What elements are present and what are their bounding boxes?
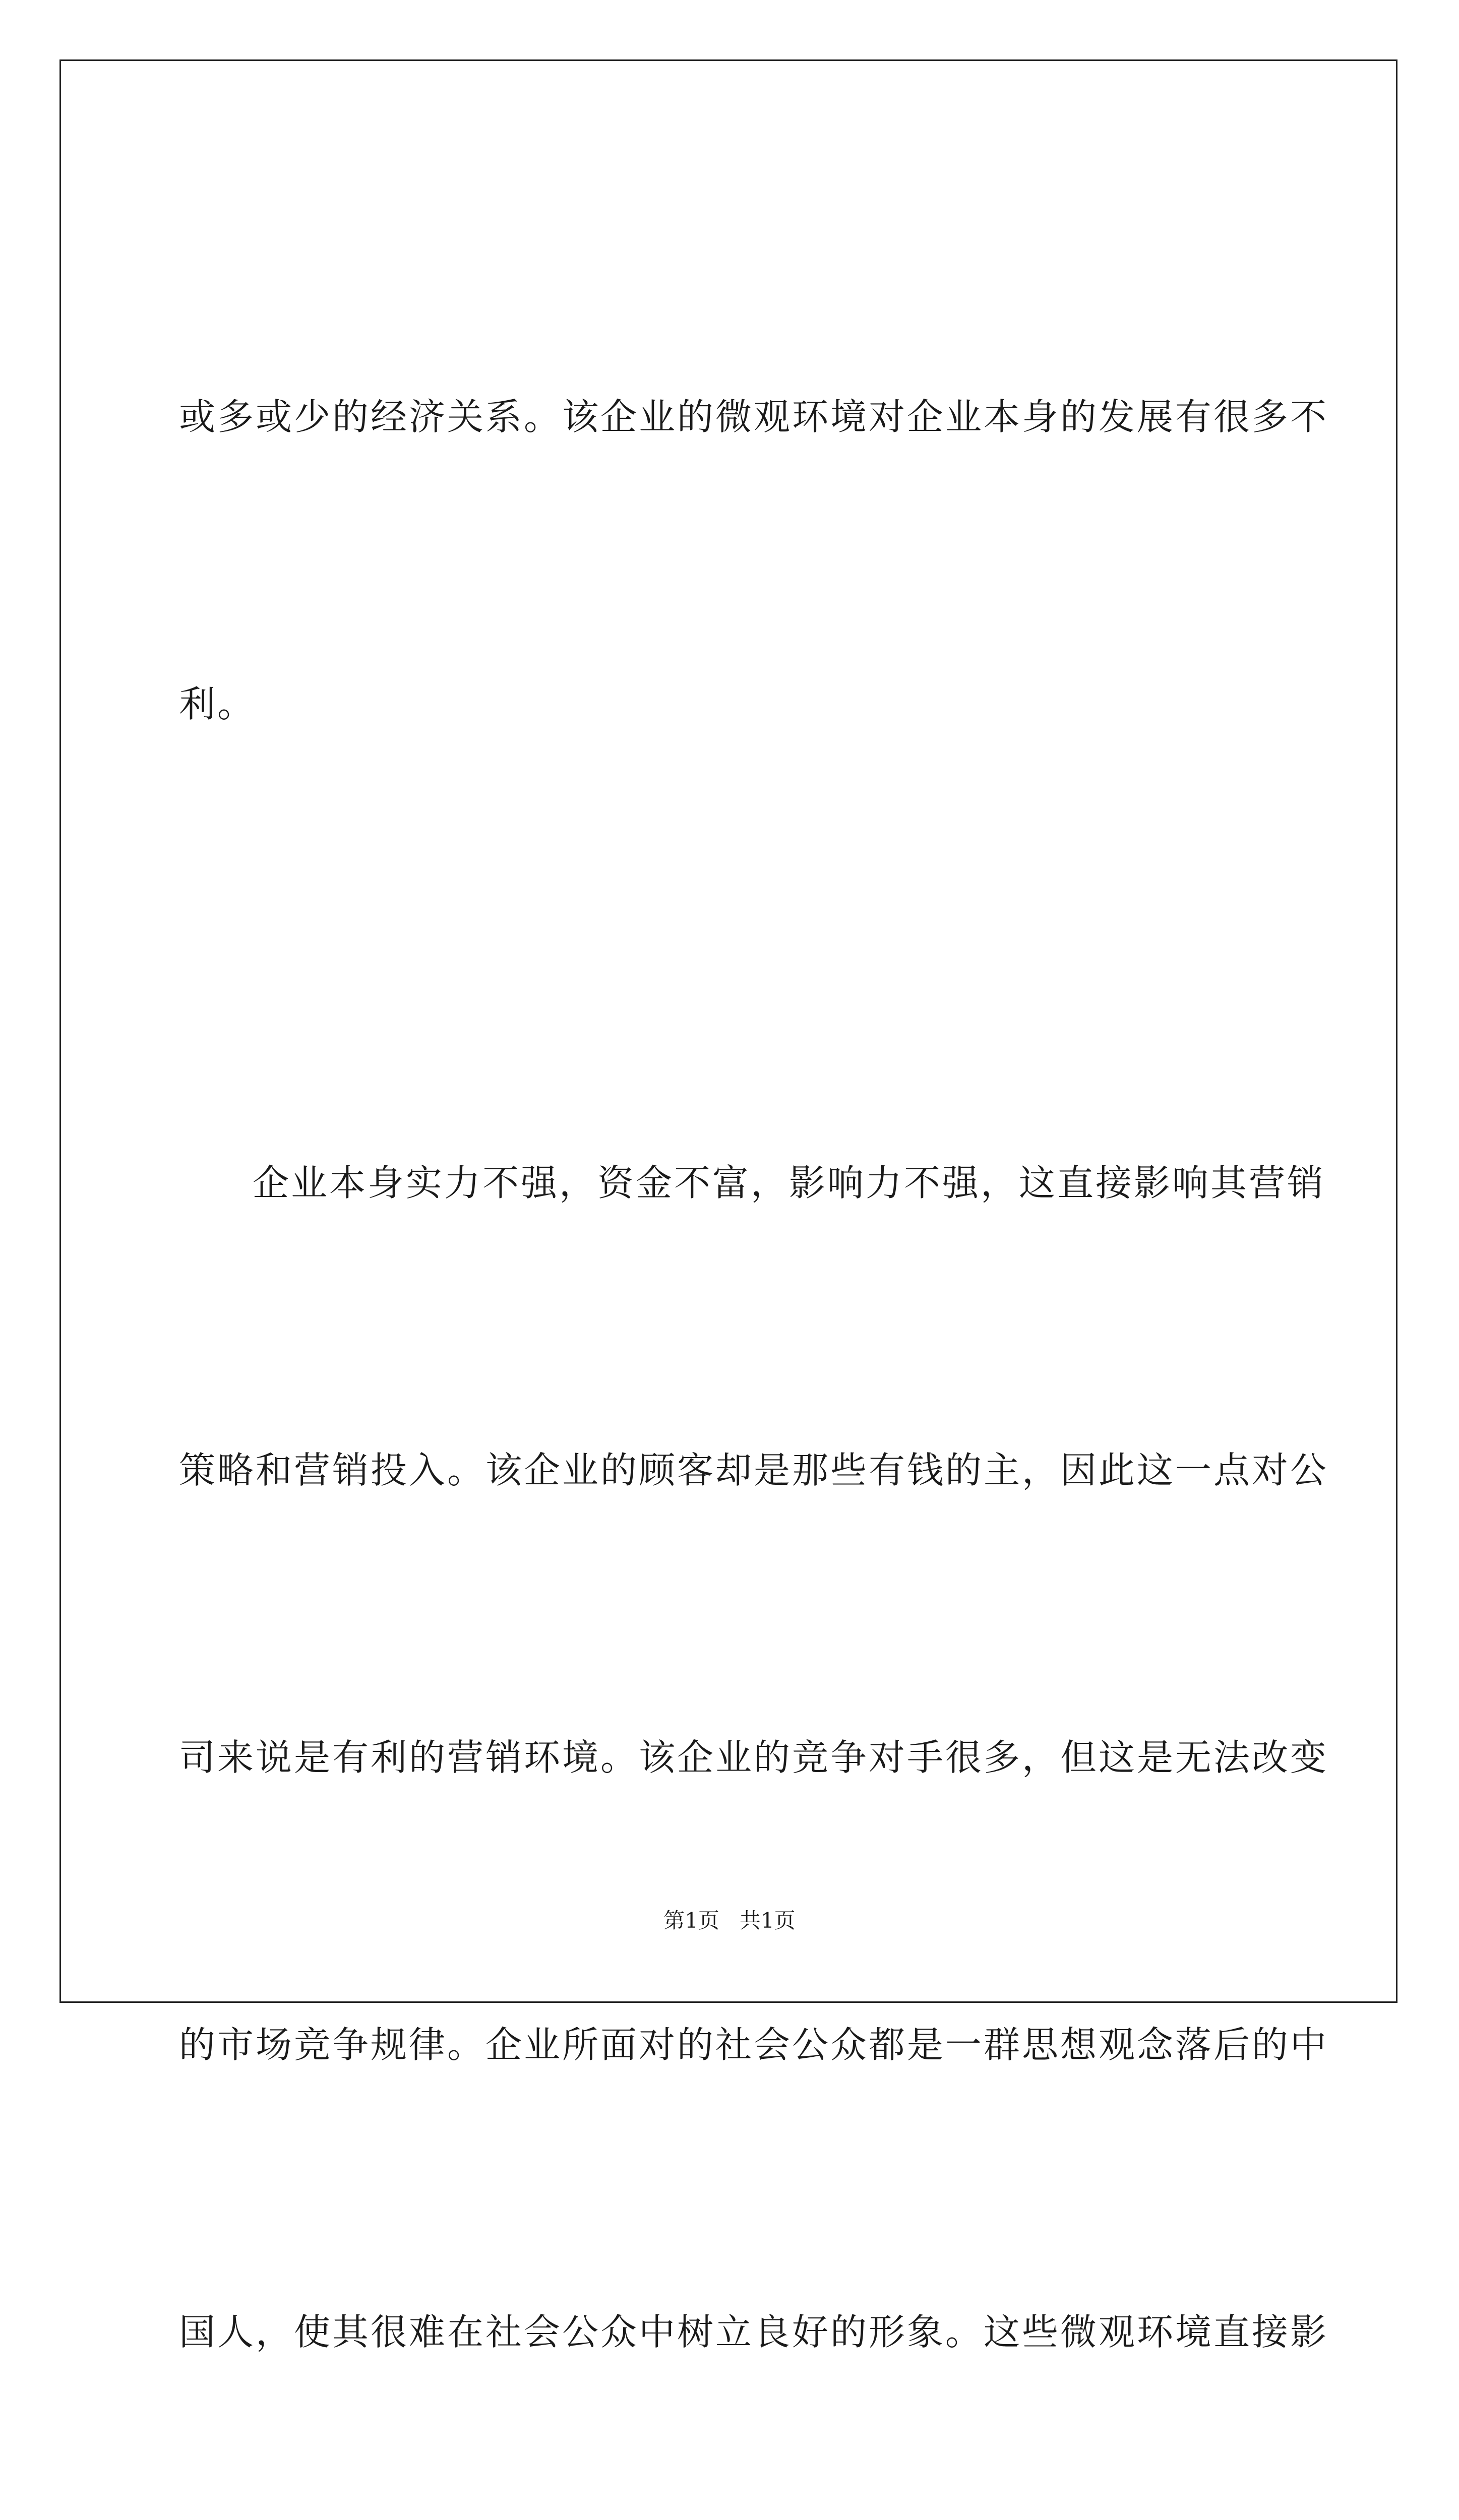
text-line: 司来说是有利的营销环境。该企业的竞争对手很多，但这是无法改变 (179, 1736, 1329, 1779)
text-line: 的市场竞争规律。企业所面对的社会公众都是一群思想观念落后的中 (179, 2024, 1329, 2066)
paragraph-1 (179, 177, 1329, 943)
text-line: 国人，使其很难在社会公众中树立良好的形象。这些微观环境直接影 (179, 2311, 1329, 2353)
document-body (179, 177, 1329, 2520)
page-footer: 第1页 共1页 (663, 1908, 796, 1933)
text-line: 利。 (179, 683, 256, 725)
text-line: 企业本身实力不强，资金不富，影响力不强，这直接影响其营销 (253, 1162, 1326, 1204)
paragraph-2 (179, 943, 1329, 2520)
text-line: 或多或少的经济关系。该企业的微观环境对企业本身的发展有很多不 (179, 396, 1329, 438)
text-line: 策略和营销投入。该企业的顾客却是那些有钱的主，因此这一点对公 (179, 1449, 1329, 1491)
